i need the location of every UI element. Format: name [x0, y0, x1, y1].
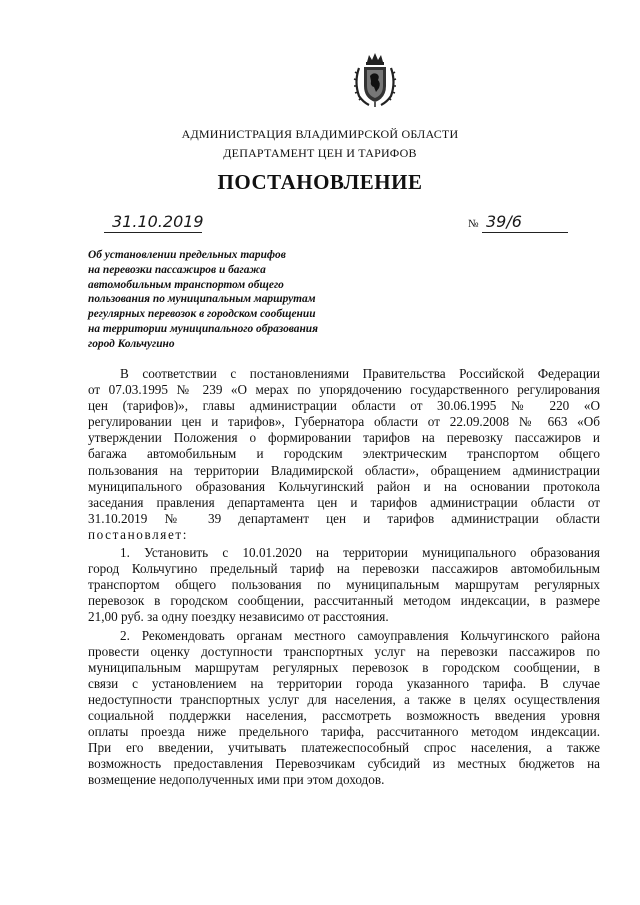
document-number: 39/6: [486, 212, 522, 231]
body-line: утверждении Положения о формировании тарифов на перевозку пассажиров и: [88, 430, 600, 446]
body-line: муниципальным маршрутам регулярных перевозок в городском сообщении, в: [88, 659, 600, 675]
body-line: возмещение недополученных ими при этом доходов.: [88, 772, 385, 788]
coat-of-arms-icon: [353, 52, 397, 108]
body-line: перевозок в городском сообщении, рассчитанный методом индексации, в размере: [88, 593, 600, 609]
resolution-word: постановляет:: [88, 526, 189, 542]
document-body: [88, 366, 600, 788]
body-line: социальной поддержки населения, рассмотреть возможность введения уровня: [88, 707, 600, 723]
body-line: 2. Рекомендовать органам местного самоуправления Кольчугинского района: [120, 627, 600, 643]
body-line: провести оценку доступности транспортных услуг на перевозки пассажиров по: [88, 643, 600, 659]
subject-line: регулярных перевозок в городском сообщении: [88, 308, 316, 321]
subject-line: на перевозки пассажиров и багажа: [88, 263, 266, 276]
document-subject: [88, 248, 388, 352]
document-type-title: ПОСТАНОВЛЕНИЕ: [217, 170, 423, 194]
subject-line: на территории муниципального образования: [88, 322, 319, 335]
body-line: пользования на территории Владимирской области», обращением администрации: [88, 462, 600, 478]
department-name: ДЕПАРТАМЕНТ ЦЕН И ТАРИФОВ: [223, 146, 417, 160]
subject-line: Об установлении предельных тарифов: [88, 249, 286, 261]
body-line: транспортом общего пользования по муниципальным маршрутам регулярных: [88, 577, 600, 593]
body-line: багажа автомобильным и городским электрическим транспортом общего: [88, 446, 600, 462]
body-line: регулировании цен и тарифов», Губернатора области от 22.09.2008 № 663 «Об: [88, 414, 600, 430]
body-line: 31.10.2019 № 39 департамент цен и тарифов администрации области: [88, 510, 600, 526]
body-line: 1. Установить с 10.01.2020 на территории муниципального образования: [120, 545, 600, 561]
subject-line: пользования по муниципальным маршрутам: [88, 293, 316, 306]
body-line: возможность предоставления Перевозчикам субсидий из местных бюджетов на: [88, 756, 600, 772]
body-line: связи с установлением на территории города указанного тарифа. В случае: [88, 675, 600, 691]
body-line: В соответствии с постановлениями Правительства Российской Федерации: [120, 366, 600, 381]
subject-line: город Кольчугино: [88, 337, 175, 350]
subject-line: автомобильным транспортом общего: [88, 278, 284, 291]
body-line: недоступности транспортных услуг для населения, а также в целях осуществления: [88, 691, 600, 707]
number-underline: [482, 232, 568, 233]
document-date: 31.10.2019: [112, 212, 204, 231]
body-line: При его введении, учитывать платежеспособный спрос населения, а также: [88, 740, 600, 756]
body-line: от 07.03.1995 № 239 «О мерах по упорядочению государственного регулирования: [88, 382, 600, 398]
date-underline: [104, 232, 202, 233]
body-line: 21,00 руб. за одну поездку независимо от расстояния.: [88, 609, 389, 625]
body-line: заседания правления департамента цен и тарифов администрации области от: [88, 494, 600, 510]
organization-name: АДМИНИСТРАЦИЯ ВЛАДИМИРСКОЙ ОБЛАСТИ: [181, 127, 459, 141]
number-sign: №: [468, 218, 479, 230]
body-line: оплаты проезда ниже предельного тарифа, рассчитанного методом индексации.: [88, 724, 600, 740]
body-line: муниципального образования Кольчугинский район и на основании протокола: [88, 478, 600, 494]
body-line: цен (тарифов)», главы администрации области от 30.06.1995 № 220 «О: [88, 398, 600, 414]
body-line: город Кольчугино предельный тариф на перевозки пассажиров автомобильным: [88, 561, 600, 577]
